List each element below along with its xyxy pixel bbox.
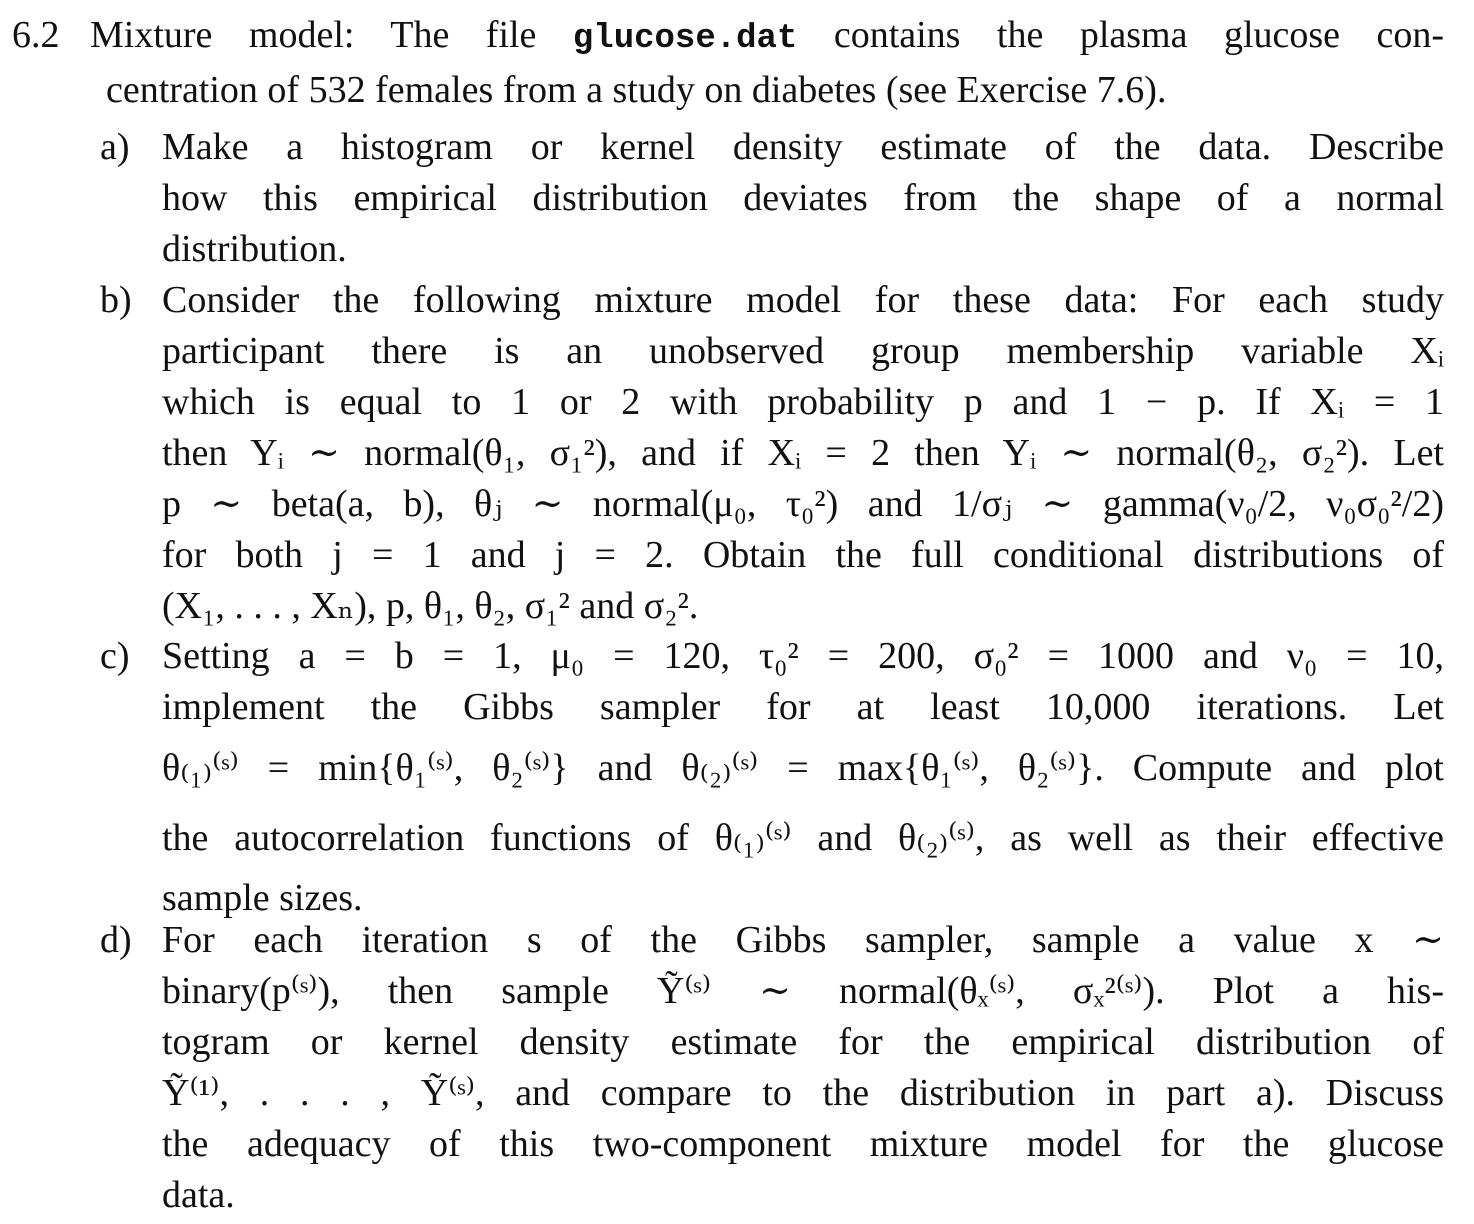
part-d-body: [162, 915, 1444, 1221]
part-c-line-4: the autocorrelation functions of θ₍₁₎⁽ˢ⁾ and θ₍₂₎⁽ˢ⁾, as well as their effective: [162, 817, 1444, 859]
part-b-line-5: p ∼ beta(a, b), θⱼ ∼ normal(μ₀, τ₀²) and 1/σⱼ ∼ gamma(ν₀/2, ν₀σ₀²/2): [162, 483, 1444, 525]
part-c-line-3: θ₍₁₎⁽ˢ⁾ = min{θ₁⁽ˢ⁾, θ₂⁽ˢ⁾} and θ₍₂₎⁽ˢ⁾ = max{θ₁⁽ˢ⁾, θ₂⁽ˢ⁾}. Compute and plot: [162, 747, 1444, 789]
part-a-label: a): [100, 126, 130, 168]
part-d-line-2: binary(p⁽ˢ⁾), then sample Ỹ⁽ˢ⁾ ∼ normal(θₓ⁽ˢ⁾, σₓ²⁽ˢ⁾). Plot a his-: [162, 970, 1444, 1012]
part-b-line-3: which is equal to 1 or 2 with probability p and 1 − p. If Xᵢ = 1: [162, 381, 1444, 423]
part-c-line-2: implement the Gibbs sampler for at least 10,000 iterations. Let: [162, 686, 1444, 728]
intro-line-1: [90, 10, 1444, 65]
intro-title: Mixture model:: [90, 14, 355, 56]
part-c-line-1: Setting a = b = 1, μ₀ = 120, τ₀² = 200, σ₀² = 1000 and ν₀ = 10,: [162, 635, 1444, 677]
exercise-intro: [90, 10, 1444, 116]
part-b-line-4: then Yᵢ ∼ normal(θ₁, σ₁²), and if Xᵢ = 2 then Yᵢ ∼ normal(θ₂, σ₂²). Let: [162, 432, 1444, 474]
part-d-line-1: For each iteration s of the Gibbs sampler, sample a value x ∼: [162, 919, 1444, 961]
part-c-line-5: sample sizes.: [162, 877, 363, 919]
intro-pre-file: The file: [390, 14, 537, 56]
part-d-line-4: Ỹ⁽¹⁾, . . . , Ỹ⁽ˢ⁾, and compare to the distribution in part a). Discuss: [162, 1072, 1444, 1114]
intro-line-2: centration of 532 females from a study on diabetes (see Exercise 7.6).: [106, 69, 1167, 111]
filename: glucose.dat: [572, 20, 798, 58]
part-a-body: [162, 122, 1444, 275]
part-d-line-6: data.: [162, 1174, 235, 1216]
part-b-line-2: participant there is an unobserved group membership variable Xᵢ: [162, 330, 1444, 372]
part-b-line-1: Consider the following mixture model for these data: For each study: [162, 279, 1444, 321]
part-a-line-2: how this empirical distribution deviates from the shape of a normal: [162, 177, 1444, 219]
part-d-line-3: togram or kernel density estimate for the empirical distribution of: [162, 1021, 1444, 1063]
part-a-line-1: Make a histogram or kernel density estimate of the data. Describe: [162, 126, 1444, 168]
part-d-label: d): [100, 919, 132, 961]
intro-post-file: contains the plasma glucose con-: [833, 14, 1445, 56]
part-d-line-5: the adequacy of this two-component mixture model for the glucose: [162, 1123, 1444, 1165]
part-a-line-3: distribution.: [162, 228, 347, 270]
part-b-line-6: for both j = 1 and j = 2. Obtain the full conditional distributions of: [162, 534, 1444, 576]
part-c-label: c): [100, 635, 130, 677]
part-b-line-7: (X₁, . . . , Xₙ), p, θ₁, θ₂, σ₁² and σ₂².: [162, 585, 699, 627]
part-b-label: b): [100, 279, 132, 321]
part-b-body: [162, 275, 1444, 632]
part-c-body: [162, 631, 1444, 924]
exercise-number: 6.2: [12, 14, 60, 56]
